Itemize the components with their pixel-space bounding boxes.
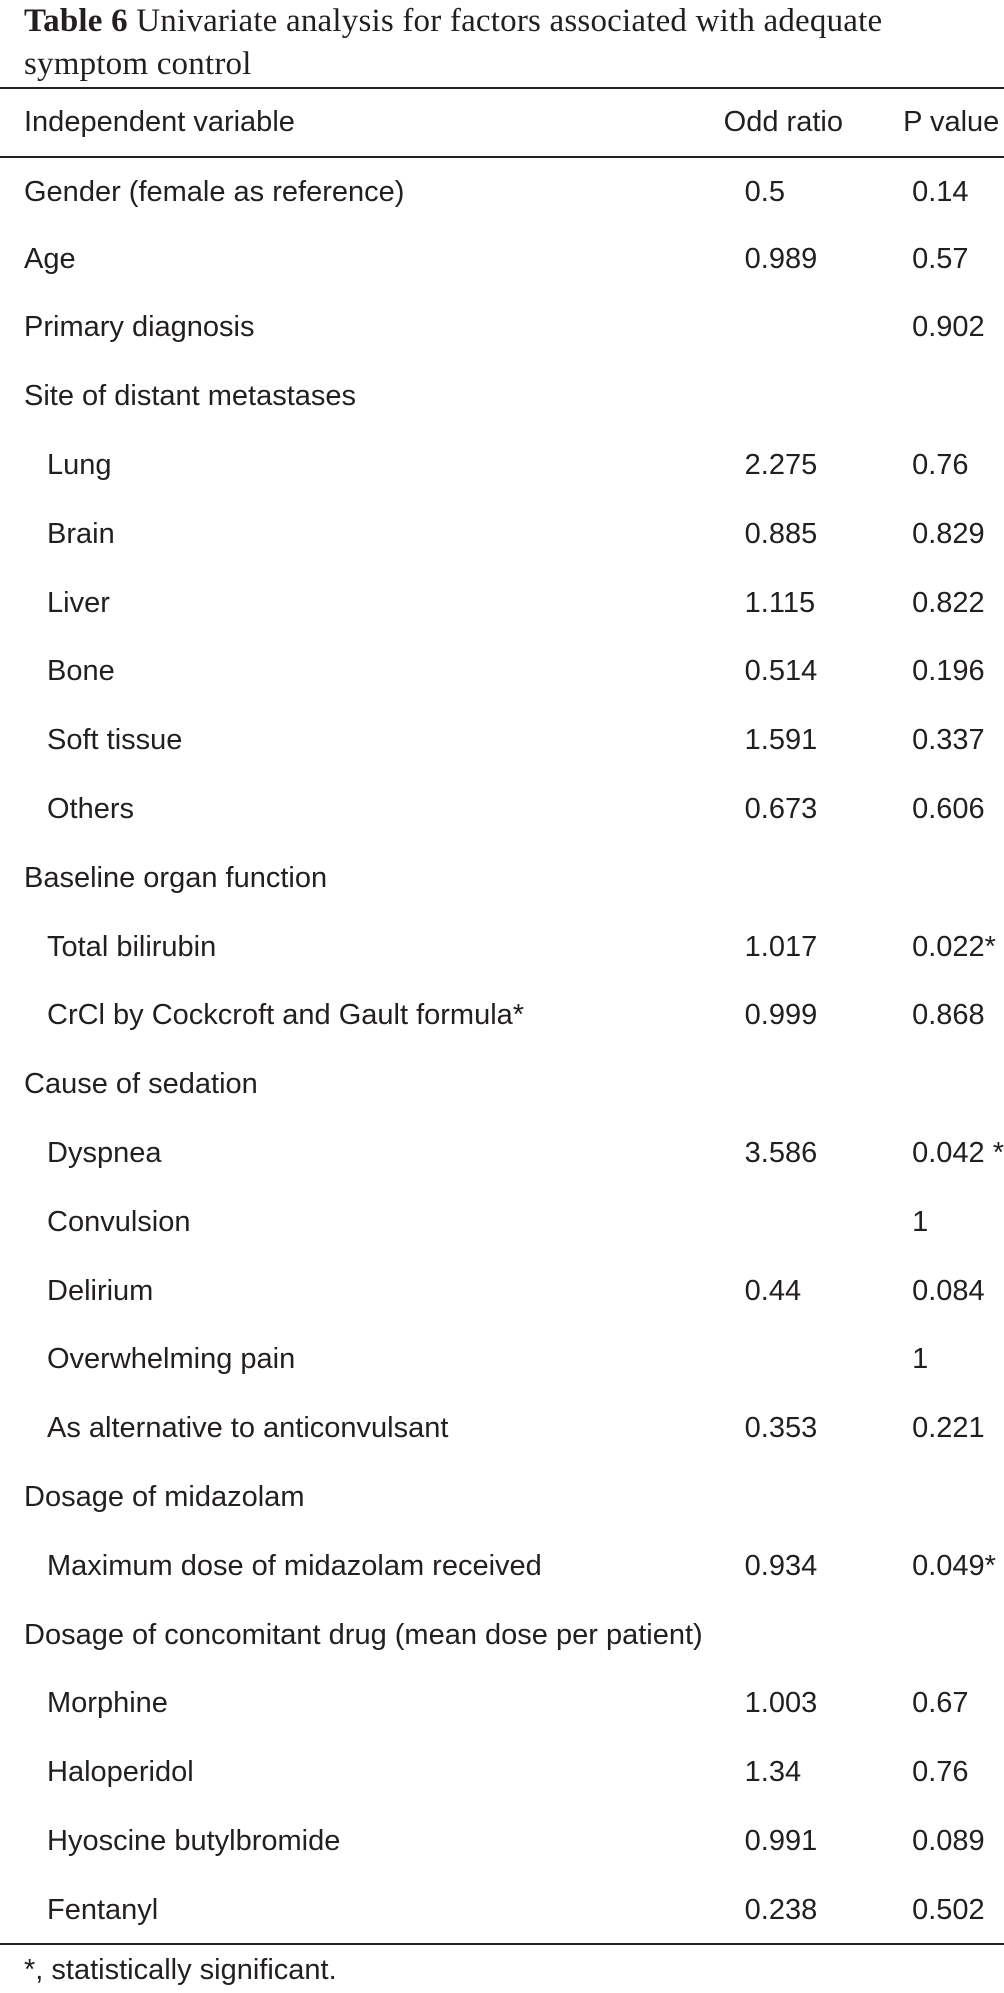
sub-variable-cell: Delirium [47, 1274, 154, 1307]
p-value-cell: 0.902 [912, 311, 985, 344]
odds-ratio-cell [703, 1188, 903, 1257]
p-value-cell: 0.221 [912, 1412, 985, 1445]
table-row [0, 1050, 1004, 1119]
variable-cell: Dosage of concomitant drug (mean dose per patient) [24, 1618, 703, 1651]
odds-ratio-cell: 0.44 [744, 1274, 802, 1307]
table-row [0, 1326, 1004, 1395]
p-value-cell: 1 [912, 1205, 929, 1238]
table-body [0, 156, 1004, 1945]
p-value-cell: 0.829 [912, 517, 985, 550]
odds-ratio-cell [703, 1050, 903, 1119]
table-footnote: *, statistically significant. [24, 1954, 337, 1986]
sub-variable-cell: Overwhelming pain [47, 1343, 296, 1376]
variable-cell: Gender (female as reference) [24, 175, 405, 208]
header-p-value: P value [903, 106, 1000, 138]
odds-ratio-cell: 0.353 [744, 1412, 818, 1445]
table-row [0, 775, 1004, 844]
sub-variable-cell: Brain [47, 517, 115, 550]
header-variable: Independent variable [24, 106, 295, 138]
sub-variable-cell: Morphine [47, 1687, 168, 1720]
odds-ratio-cell: 3.586 [744, 1137, 818, 1170]
table-row [0, 225, 1004, 294]
odds-ratio-cell: 1.115 [744, 586, 816, 619]
sub-variable-cell: Bone [47, 655, 115, 688]
p-value-cell [903, 1050, 1004, 1119]
variable-cell: Primary diagnosis [24, 311, 255, 344]
odds-ratio-cell: 1.34 [744, 1756, 802, 1789]
sub-variable-cell: Haloperidol [47, 1756, 194, 1789]
odds-ratio-cell: 0.238 [744, 1893, 818, 1926]
p-value-cell: 0.502 [912, 1893, 985, 1926]
odds-ratio-cell: 1.591 [744, 724, 818, 757]
table-row [0, 362, 1004, 431]
p-value-cell [903, 362, 1004, 431]
table-row [0, 294, 1004, 363]
table-row [0, 1119, 1004, 1188]
odds-ratio-cell: 0.989 [744, 242, 818, 275]
table-row [0, 982, 1004, 1051]
variable-cell: Dosage of midazolam [24, 1481, 305, 1514]
odds-ratio-cell: 1.003 [744, 1687, 818, 1720]
p-value-cell: 0.14 [912, 175, 969, 208]
sub-variable-cell: As alternative to anticonvulsant [47, 1412, 449, 1445]
sub-variable-cell: Convulsion [47, 1205, 191, 1238]
p-value-cell [903, 844, 1004, 913]
sub-variable-cell: Dyspnea [47, 1137, 162, 1170]
p-value-cell: 0.76 [912, 1756, 969, 1789]
table-row [0, 1532, 1004, 1601]
sub-variable-cell: Liver [47, 586, 110, 619]
odds-ratio-cell: 0.991 [744, 1825, 818, 1858]
p-value-cell: 0.022* [912, 930, 996, 963]
univariate-analysis-table [0, 89, 1004, 1945]
p-value-cell: 0.084 [912, 1274, 985, 1307]
p-value-cell: 0.337 [912, 724, 985, 757]
table-row [0, 431, 1004, 500]
p-value-cell [903, 1463, 1004, 1532]
p-value-cell: 0.57 [912, 242, 969, 275]
sub-variable-cell: Others [47, 793, 135, 826]
table-row [0, 1876, 1004, 1945]
p-value-cell: 1 [912, 1343, 929, 1376]
variable-cell: Cause of sedation [24, 1068, 258, 1101]
table-row [0, 500, 1004, 569]
p-value-cell: 0.67 [912, 1687, 969, 1720]
header-row [0, 89, 1004, 156]
p-value-cell: 0.049* [912, 1549, 996, 1582]
odds-ratio-cell [703, 362, 903, 431]
p-value-cell: 0.868 [912, 999, 985, 1032]
sub-variable-cell: Soft tissue [47, 724, 183, 757]
table-row [0, 844, 1004, 913]
table-row [0, 638, 1004, 707]
variable-cell: Baseline organ function [24, 861, 328, 894]
table-row [0, 1188, 1004, 1257]
bottom-rule [0, 1943, 1004, 1945]
odds-ratio-cell [703, 1326, 903, 1395]
sub-variable-cell: Fentanyl [47, 1893, 159, 1926]
odds-ratio-cell: 0.999 [744, 999, 818, 1032]
p-value-cell [903, 1601, 1004, 1670]
variable-cell: Age [24, 242, 76, 275]
sub-variable-cell: Total bilirubin [47, 930, 217, 963]
table-label: Table 6 [24, 3, 128, 39]
table-row [0, 1463, 1004, 1532]
table-row [0, 1601, 1004, 1670]
variable-cell: Site of distant metastases [24, 380, 357, 413]
p-value-cell: 0.76 [912, 449, 969, 482]
table-row [0, 1394, 1004, 1463]
odds-ratio-cell: 0.5 [744, 175, 785, 208]
odds-ratio-cell: 0.514 [744, 655, 818, 688]
odds-ratio-cell [703, 294, 903, 363]
table-row [0, 1807, 1004, 1876]
header-odds-ratio: Odd ratio [723, 106, 843, 138]
odds-ratio-cell [703, 844, 903, 913]
p-value-cell: 0.606 [912, 793, 985, 826]
p-value-cell: 0.822 [912, 586, 985, 619]
odds-ratio-cell: 0.673 [744, 793, 818, 826]
p-value-cell: 0.042 * [912, 1137, 1004, 1170]
sub-variable-cell: Maximum dose of midazolam received [47, 1549, 542, 1582]
sub-variable-cell: CrCl by Cockcroft and Gault formula* [47, 999, 525, 1032]
odds-ratio-cell: 2.275 [744, 449, 818, 482]
table-row [0, 913, 1004, 982]
table-row [0, 1670, 1004, 1739]
table-row [0, 569, 1004, 638]
table-row [0, 1738, 1004, 1807]
odds-ratio-cell [703, 1601, 903, 1670]
table-row [0, 706, 1004, 775]
table-title: Univariate analysis for factors associated with adequate symptom control [24, 3, 883, 82]
odds-ratio-cell: 0.934 [744, 1549, 818, 1582]
odds-ratio-cell [703, 1463, 903, 1532]
sub-variable-cell: Lung [47, 449, 112, 482]
p-value-cell: 0.196 [912, 655, 985, 688]
table-row [0, 156, 1004, 225]
odds-ratio-cell: 1.017 [744, 930, 818, 963]
table-caption [24, 0, 982, 86]
table-row [0, 1257, 1004, 1326]
odds-ratio-cell: 0.885 [744, 517, 818, 550]
p-value-cell: 0.089 [912, 1825, 985, 1858]
sub-variable-cell: Hyoscine butylbromide [47, 1825, 341, 1858]
